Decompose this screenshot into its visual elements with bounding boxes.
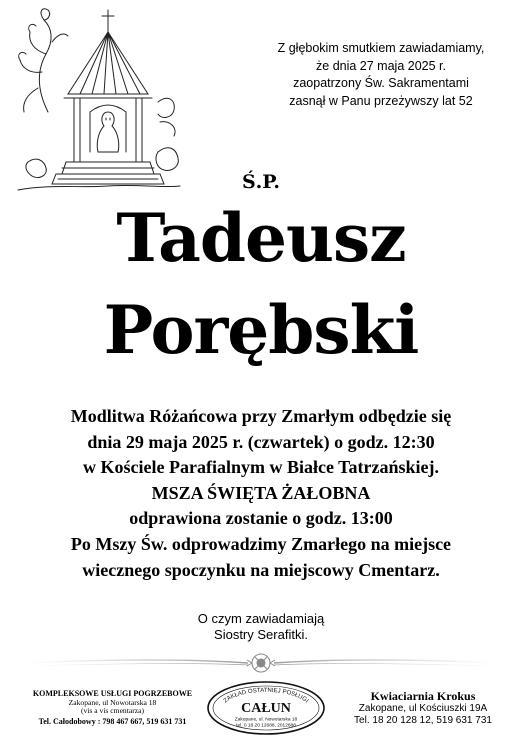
intro-line: że dnia 27 maja 2025 r. [316,58,446,73]
deceased-first-name: Tadeusz [116,199,406,277]
funeral-details [0,404,522,583]
signature [0,611,522,643]
wayside-shrine-illustration [8,2,186,198]
badge-phone: tel. 0 18 20 12688, 2012688 [236,723,296,729]
detail-line: dnia 29 maja 2025 r. (czwartek) o godz. 12:30 [87,431,435,452]
name-prefix: Ś.P. [241,171,281,193]
funeral-home-phone: Tel. Całodobowy : 798 467 667, 519 631 731 [38,716,187,726]
intro-line: zaopatrzony Św. Sakramentami [293,76,469,90]
detail-line: Modlitwa Różańcowa przy Zmarłym odbędzie się [70,406,452,426]
funeral-home-info [5,690,220,726]
detail-line: Po Mszy Św. odprowadzimy Zmarłego na miejsce [70,533,452,554]
detail-line: w Kościele Parafialnym w Białce Tatrzańskiej. [83,457,439,478]
intro-line: Z głębokim smutkiem zawiadamiamy, [277,41,485,55]
badge-arc-text: ZAKŁAD OSTATNIEJ POSŁUGI [222,687,310,705]
badge-address: Zakopane, ul. Nowotarska 18 [234,717,298,723]
florist-address: Zakopane, ul Kościuszki 19A [358,703,488,714]
detail-line: MSZA ŚWIĘTA ŻAŁOBNA [151,482,371,503]
florist-name: Kwiaciarnia Krokus [370,689,476,703]
intro-line: zasnął w Panu przeżywszy lat 52 [289,93,473,108]
ornamental-divider [26,652,496,674]
florist-phone: Tel. 18 20 128 12, 519 631 731 [354,714,492,726]
death-announcement-intro [250,40,512,110]
funeral-home-address: Zakopane, ul Nowotarska 18 [68,697,157,707]
funeral-home-note: (vis a vis cmentarza) [80,706,145,716]
deceased-last-name: Porębski [103,291,419,369]
signature-line: O czym zawiadamiają [197,611,325,626]
detail-line: wiecznego spoczynku na miejscowy Cmentarz. [82,559,440,580]
signature-line: Siostry Serafitki. [214,627,308,642]
funeral-home-name: KOMPLEKSOWE USŁUGI POGRZEBOWE [32,689,193,698]
calun-badge [205,679,327,737]
detail-line: odprawiona zostanie o godz. 13:00 [129,508,393,529]
florist-info [330,690,516,726]
badge-name: CAŁUN [241,701,291,716]
